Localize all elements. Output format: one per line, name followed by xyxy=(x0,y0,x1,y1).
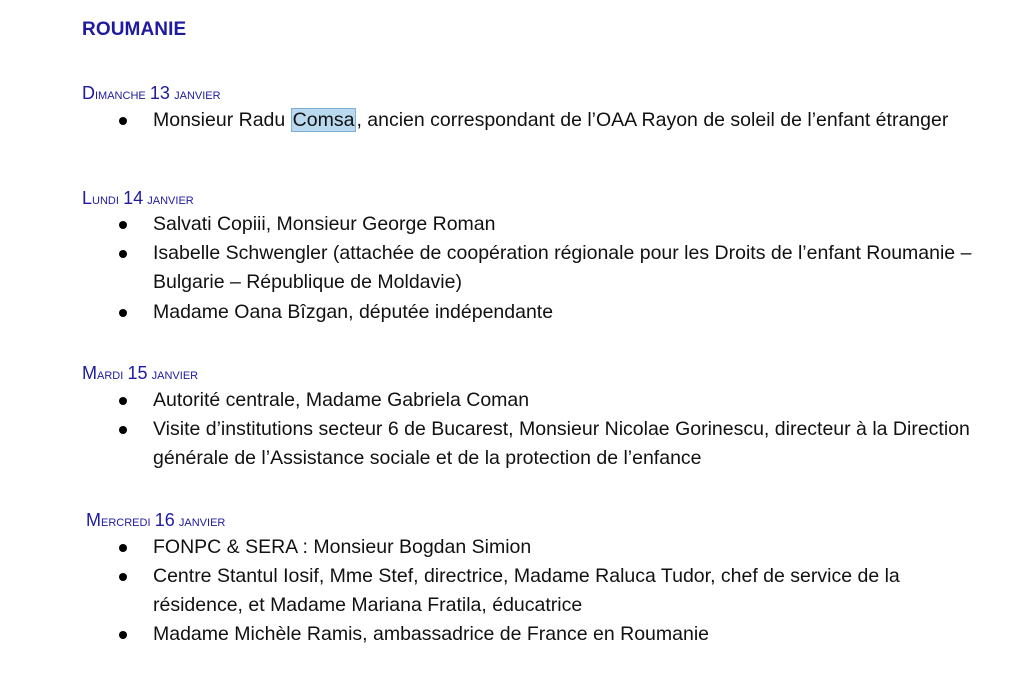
day-name-rest: undi xyxy=(92,191,119,208)
day-month: janvier xyxy=(147,191,194,208)
item-text: Isabelle Schwengler (attachée de coopération régionale pour les Droits de l’enfant Roumanie – Bulgarie – République de Moldavie) xyxy=(153,242,972,293)
day-name-rest: ardi xyxy=(97,366,124,383)
day-name-rest: ercredi xyxy=(101,513,151,530)
bullet-icon xyxy=(119,573,127,581)
item-text: Madame Michèle Ramis, ambassadrice de France en Roumanie xyxy=(153,623,709,645)
list-item xyxy=(153,239,993,297)
item-text: FONPC & SERA : Monsieur Bogdan Simion xyxy=(153,536,532,558)
item-text: Visite d’institutions secteur 6 de Bucarest, Monsieur Nicolae Gorinescu, directeur à la Direction générale de l’Assistance sociale et de la protection de l’enfance xyxy=(153,418,970,469)
day-heading-mercredi xyxy=(86,510,225,531)
bullet-icon xyxy=(119,250,127,258)
item-text-post: , ancien correspondant de l’OAA Rayon de soleil de l’enfant étranger xyxy=(356,109,949,131)
item-text-pre: Monsieur Radu xyxy=(153,109,291,131)
day-month: janvier xyxy=(151,366,199,383)
list-item xyxy=(153,562,993,620)
list-item xyxy=(153,533,993,562)
day-month: janvier xyxy=(178,513,226,530)
day-number: 14 xyxy=(123,188,144,208)
list-item xyxy=(153,210,993,239)
bullet-icon xyxy=(119,117,127,125)
list-item xyxy=(153,620,993,649)
item-text: Autorité centrale, Madame Gabriela Coman xyxy=(153,389,530,411)
document-title: ROUMANIE xyxy=(82,19,187,40)
day-heading-dimanche xyxy=(82,83,221,104)
list-item xyxy=(153,298,993,327)
day-initial: L xyxy=(82,188,93,208)
bullet-icon xyxy=(119,309,127,317)
list-item xyxy=(153,386,993,415)
day-month: janvier xyxy=(174,86,221,103)
highlighted-word[interactable]: Comsa xyxy=(292,109,355,131)
list-item xyxy=(153,106,993,135)
day-initial: M xyxy=(86,510,101,530)
list-item xyxy=(153,415,993,473)
day-initial: M xyxy=(82,363,97,383)
item-text: Salvati Copiii, Monsieur George Roman xyxy=(153,213,496,235)
bullet-icon xyxy=(119,397,127,405)
bullet-icon xyxy=(119,426,127,434)
bullet-icon xyxy=(119,631,127,639)
day-number: 16 xyxy=(154,510,175,530)
day-initial: D xyxy=(82,83,95,103)
day-heading-lundi xyxy=(82,188,194,209)
item-text: Madame Oana Bîzgan, députée indépendante xyxy=(153,301,554,323)
day-number: 13 xyxy=(149,83,170,103)
bullet-icon xyxy=(119,221,127,229)
bullet-icon xyxy=(119,544,127,552)
item-text: Centre Stantul Iosif, Mme Stef, directrice, Madame Raluca Tudor, chef de service de la résidence, et Madame Mariana Fratila, éducatrice xyxy=(153,565,900,616)
day-name-rest: imanche xyxy=(95,86,146,103)
day-heading-mardi xyxy=(82,363,198,384)
day-number: 15 xyxy=(127,363,148,383)
